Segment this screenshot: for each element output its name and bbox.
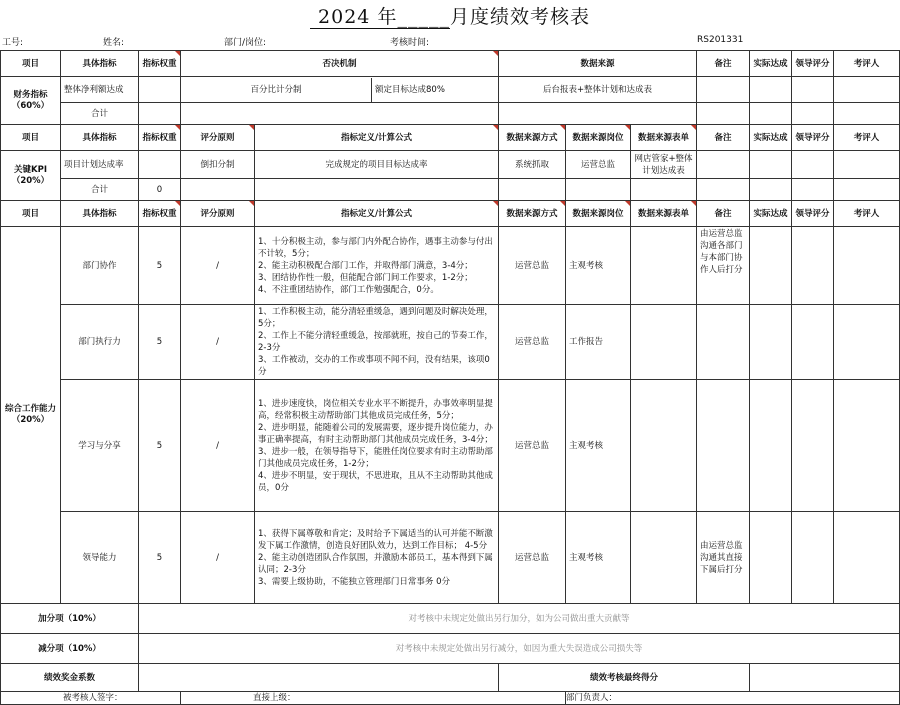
- s3-row-execution: [1, 305, 900, 380]
- s2-col-score: 领导评分: [792, 125, 834, 151]
- s1-total-row: [1, 103, 900, 125]
- s1-data-row: [1, 77, 900, 103]
- s1-actual-cell[interactable]: [750, 77, 792, 103]
- s2-col-indicator: 具体指标: [61, 125, 139, 151]
- s3-row-leadership: [1, 512, 900, 604]
- s2-col-post: 数据来源岗位: [566, 125, 631, 151]
- s1-col-actual: 实际达成: [750, 51, 792, 77]
- s3-note: [697, 380, 750, 512]
- superior-signature[interactable]: 直接上级：: [181, 692, 566, 705]
- s3-col-method: 数据来源方式: [499, 201, 566, 227]
- s3-weight: 5: [139, 512, 181, 604]
- section1-header-row: [1, 51, 900, 77]
- s3-principle: /: [181, 512, 255, 604]
- assessee-signature[interactable]: 被考核人签字：: [1, 692, 181, 705]
- s3-weight: 5: [139, 227, 181, 305]
- s3-col-score: 领导评分: [792, 201, 834, 227]
- s2-data-row: [1, 151, 900, 179]
- s2-col-formula: 指标定义/计算公式: [255, 125, 499, 151]
- s1-total-weight[interactable]: [139, 103, 181, 125]
- s3-note: 由运营总监沟通其直接下属后打分: [697, 512, 750, 604]
- section3-header-row: [1, 201, 900, 227]
- performance-table: [0, 50, 900, 705]
- plus-label: 加分项（10%）: [1, 604, 139, 634]
- s3-note: [697, 305, 750, 380]
- s2-col-form: 数据来源表单: [631, 125, 697, 151]
- s1-col-project: 项目: [1, 51, 61, 77]
- s2-method: 系统抓取: [499, 151, 566, 179]
- s3-col-indicator: 具体指标: [61, 201, 139, 227]
- s1-category: 财务指标（60%）: [1, 77, 61, 125]
- s3-principle: /: [181, 305, 255, 380]
- s3-principle: /: [181, 227, 255, 305]
- s3-col-form: 数据来源表单: [631, 201, 697, 227]
- header-info-row: [0, 34, 900, 49]
- s1-col-evaluator: 考评人: [834, 51, 900, 77]
- s2-total-value: 0: [139, 179, 181, 201]
- employee-id-label: 工号:: [2, 38, 24, 48]
- s3-indicator: 领导能力: [61, 512, 139, 604]
- s3-col-project: 项目: [1, 201, 61, 227]
- final-score-value[interactable]: [750, 664, 900, 692]
- s1-veto-formula: [181, 77, 499, 103]
- s1-evaluator-cell[interactable]: [834, 77, 900, 103]
- s2-indicator: 项目计划达成率: [61, 151, 139, 179]
- title-blank: _____: [397, 6, 450, 28]
- s3-formula: 1、十分积极主动，参与部门内外配合协作，遇事主动参与付出不计较，5分； 2、能主动积极配合部门工作，并取得部门满意，3-4分； 3、团结协作性一般，但能配合部门间工作要求，1-2分； 4、不注重团结协作，部门工作勉强配合，0分。: [255, 227, 499, 305]
- s2-category: 关键KPI（20%）: [1, 151, 61, 201]
- s3-method: 运营总监: [499, 227, 566, 305]
- s2-col-project: 项目: [1, 125, 61, 151]
- s2-form: 网店管家+整体计划达成表: [631, 151, 697, 179]
- s1-veto: 百分比计分制: [181, 78, 372, 102]
- s2-total-row: [1, 179, 900, 201]
- s3-col-formula: 指标定义/计算公式: [255, 201, 499, 227]
- s3-weight: 5: [139, 305, 181, 380]
- s1-col-note: 备注: [697, 51, 750, 77]
- s1-col-indicator: 具体指标: [61, 51, 139, 77]
- plus-row: [1, 604, 900, 634]
- s3-formula: 1、进步速度快，岗位相关专业水平不断提升，办事效率明显提高，经常积极主动帮助部门其他成员完成任务，5分； 2、进步明显，能随着公司的发展需要，逐步提升岗位能力，办事正确率提高，有时主动帮助部门其他成员完成任务，3-4分； 3、进步一般，在领导指导下，能胜任岗位要求有时主动帮助部门其他成员完成任务，1-2分； 4、进步不明显，安于现状，不思进取，且从不主动帮助其他成员，0分: [255, 380, 499, 512]
- manager-signature[interactable]: 部门负责人：: [566, 692, 900, 705]
- s2-principle: 倒扣分制: [181, 151, 255, 179]
- plus-text: 对考核中未规定处做出另行加分，如为公司做出重大贡献等: [139, 604, 900, 634]
- s1-source: 后台报表+整体计划和达成表: [499, 77, 697, 103]
- form-title: 2024 年_____月度绩效考核表: [0, 0, 900, 34]
- s3-formula: 1、获得下属尊敬和肯定；及时给予下属适当的认可并能不断激发下属工作激情，创造良好团队效力，达到工作目标； 4-5分 2、能主动创造团队合作氛围，并激励本部员工，基本得到下属认同；2-3分 3、需要上级协助，不能独立管理部门日常事务 0分: [255, 512, 499, 604]
- result-row: [1, 664, 900, 692]
- s3-post: 主观考核: [566, 380, 631, 512]
- final-score-label: 绩效考核最终得分: [499, 664, 750, 692]
- s3-col-weight: 指标权重: [139, 201, 181, 227]
- bonus-label: 绩效奖金系数: [1, 664, 139, 692]
- s2-total-label: 合计: [61, 179, 139, 201]
- s3-col-actual: 实际达成: [750, 201, 792, 227]
- s3-method: 运营总监: [499, 305, 566, 380]
- signature-row: [1, 692, 900, 705]
- s3-col-evaluator: 考评人: [834, 201, 900, 227]
- s3-col-post: 数据来源岗位: [566, 201, 631, 227]
- s3-post: 工作报告: [566, 305, 631, 380]
- s1-total-label: 合计: [61, 103, 139, 125]
- s1-col-score: 领导评分: [792, 51, 834, 77]
- s3-category: 综合工作能力（20%）: [1, 227, 61, 604]
- s3-row-learning: [1, 380, 900, 512]
- s3-formula: 1、工作积极主动，能分清轻重缓急，遇到问题及时解决处理，5分； 2、工作上不能分清轻重缓急，按部就班，按自己的节奏工作，2-3分 3、工作被动，交办的工作或事项不闻不问，没有结果，该项0分: [255, 305, 499, 380]
- s1-score-cell[interactable]: [792, 77, 834, 103]
- s1-indicator: 整体净利额达成: [61, 77, 139, 103]
- s2-col-note: 备注: [697, 125, 750, 151]
- s2-col-actual: 实际达成: [750, 125, 792, 151]
- section2-header-row: [1, 125, 900, 151]
- s3-weight: 5: [139, 380, 181, 512]
- s3-method: 运营总监: [499, 380, 566, 512]
- s3-method: 运营总监: [499, 512, 566, 604]
- s1-col-source: 数据来源: [499, 51, 697, 77]
- s3-row-collaboration: [1, 227, 900, 305]
- s3-col-note: 备注: [697, 201, 750, 227]
- s3-col-principle: 评分原则: [181, 201, 255, 227]
- minus-text: 对考核中未规定处做出另行减分，如因为重大失误造成公司损失等: [139, 634, 900, 664]
- bonus-value[interactable]: [139, 664, 499, 692]
- form-code: RS201331: [697, 35, 744, 45]
- s3-post: 主观考核: [566, 227, 631, 305]
- s3-principle: /: [181, 380, 255, 512]
- s3-post: 主观考核: [566, 512, 631, 604]
- s3-indicator: 学习与分享: [61, 380, 139, 512]
- s2-formula: 完成规定的项目目标达成率: [255, 151, 499, 179]
- period-label: 考核时间:: [390, 38, 430, 48]
- name-label: 姓名:: [103, 38, 125, 48]
- s1-note-cell[interactable]: [697, 77, 750, 103]
- s3-note: 由运营总监沟通各部门与本部门协作人后打分: [697, 227, 750, 305]
- s1-formula: 额定目标达成80%: [375, 84, 445, 95]
- title-text: 月度绩效考核表: [449, 6, 590, 28]
- s1-col-veto: 否决机制: [181, 51, 499, 77]
- department-label: 部门/岗位:: [224, 38, 267, 48]
- title-year: 2024: [318, 6, 371, 28]
- s3-indicator: 部门执行力: [61, 305, 139, 380]
- s2-col-method: 数据来源方式: [499, 125, 566, 151]
- s1-col-weight: 指标权重: [139, 51, 181, 77]
- s2-post: 运营总监: [566, 151, 631, 179]
- s2-col-principle: 评分原则: [181, 125, 255, 151]
- minus-row: [1, 634, 900, 664]
- minus-label: 减分项（10%）: [1, 634, 139, 664]
- s2-col-weight: 指标权重: [139, 125, 181, 151]
- s2-col-evaluator: 考评人: [834, 125, 900, 151]
- s1-weight-cell[interactable]: [139, 77, 181, 103]
- s3-indicator: 部门协作: [61, 227, 139, 305]
